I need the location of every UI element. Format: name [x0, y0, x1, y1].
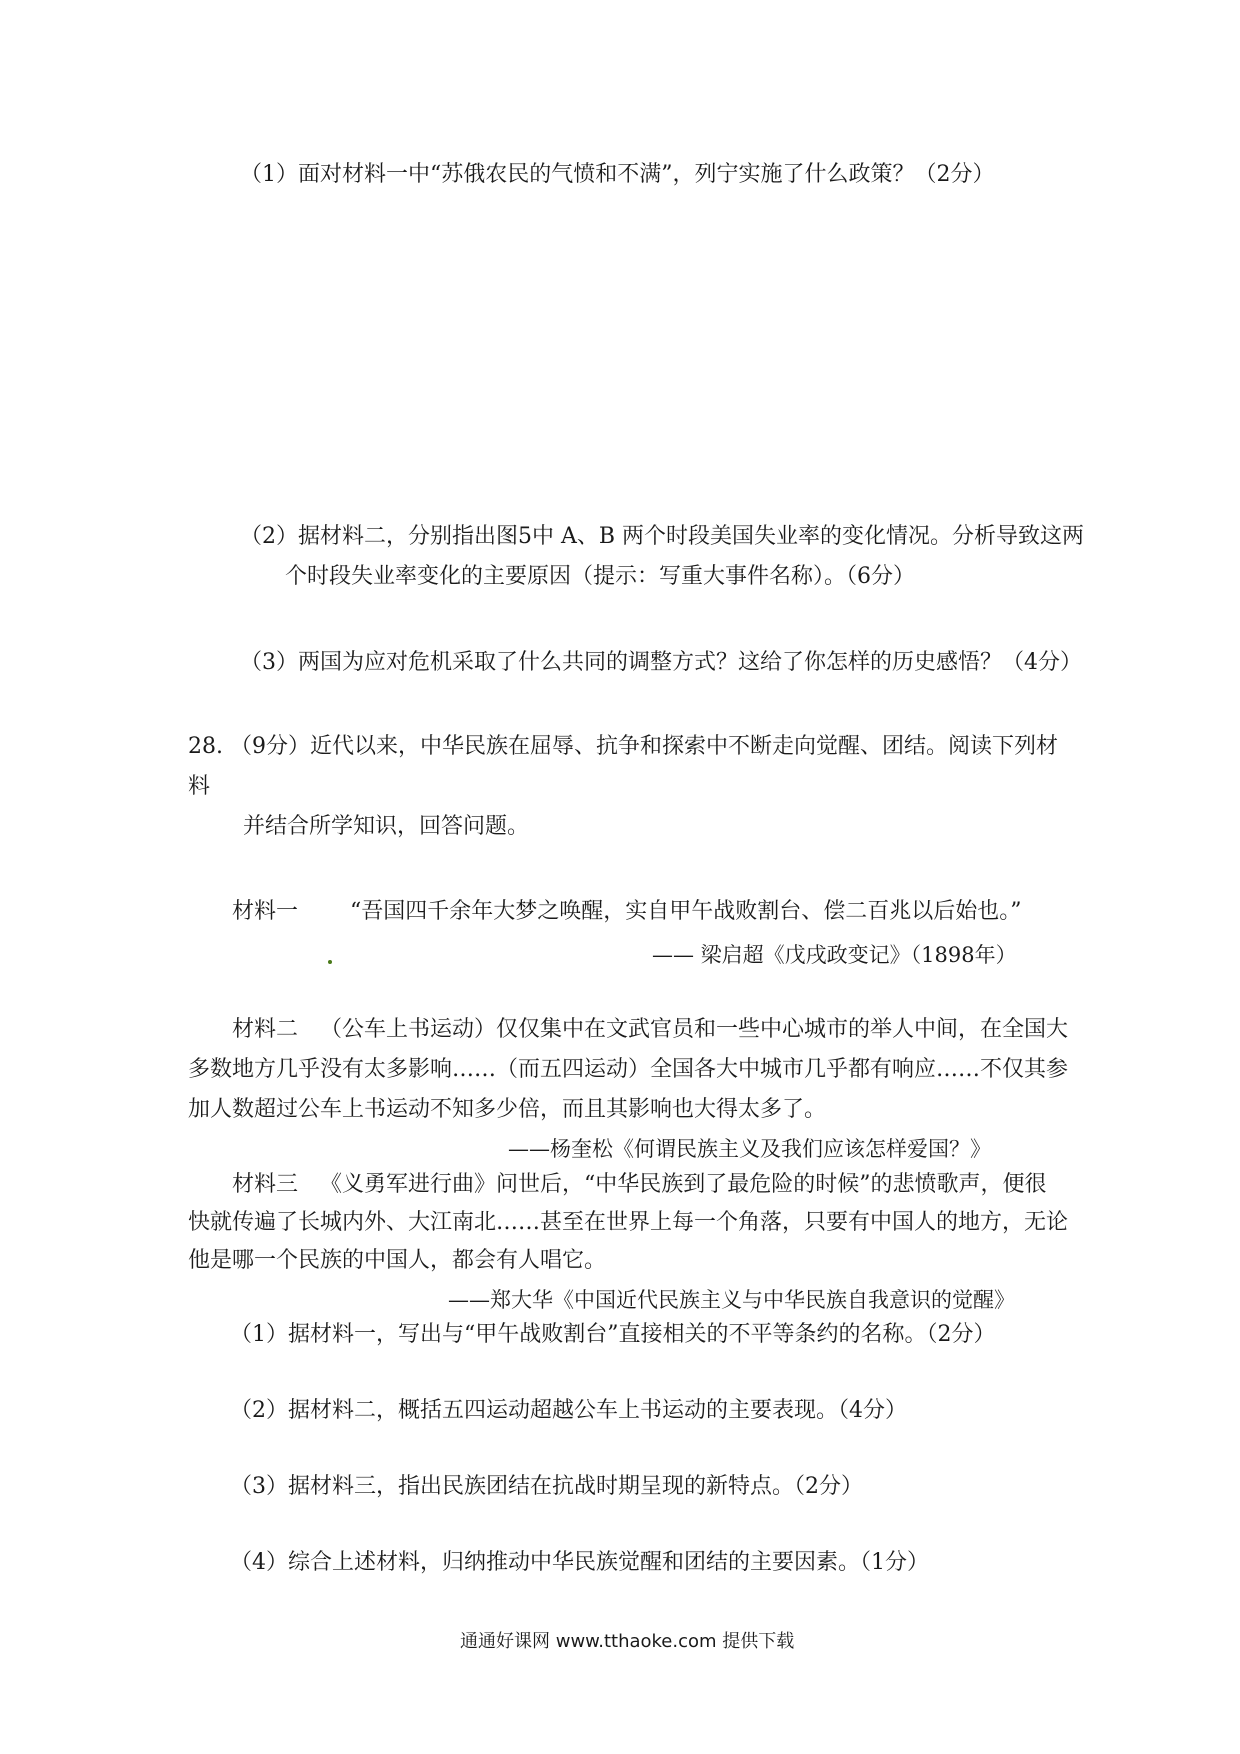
q28-stem-line2: 料: [188, 774, 211, 799]
material-3-line1: [232, 1170, 1047, 1200]
material-3-source: ——郑大华《中国近代民族主义与中华民族自我意识的觉醒》: [448, 1288, 1015, 1312]
q28-subquestion-3: （3）据材料三，指出民族团结在抗战时期呈现的新特点。（2分）: [230, 1474, 863, 1499]
material-1-source: —— 梁启超《戊戌政变记》（1898年）: [652, 943, 1017, 967]
material-2-text-1: （公车上书运动）仅仅集中在文武官员和一些中心城市的举人中间，在全国大: [320, 1017, 1069, 1042]
material-2-source: ——杨奎松《何谓民族主义及我们应该怎样爱国？》: [508, 1137, 991, 1161]
material-1-text: “吾国四千余年大梦之唤醒，实自甲午战败割台、偿二百兆以后始也。”: [350, 899, 1022, 924]
q28-subquestion-2: （2）据材料二，概括五四运动超越公车上书运动的主要表现。（4分）: [230, 1398, 907, 1423]
material-3-line3: 他是哪一个民族的中国人，都会有人唱它。: [188, 1248, 607, 1273]
page-footer: 通通好课网 www.tthaoke.com 提供下载: [460, 1631, 795, 1652]
q28-subquestion-1: （1）据材料一，写出与“甲午战败割台”直接相关的不平等条约的名称。（2分）: [230, 1322, 996, 1347]
material-2-line1: [232, 1015, 1068, 1045]
q27-subquestion-3: （3）两国为应对危机采取了什么共同的调整方式？这给了你怎样的历史感悟？（4分）: [240, 650, 1082, 675]
material-1-label: 材料一: [232, 899, 299, 924]
q28-stem-line1: 28. （9分）近代以来，中华民族在屈辱、抗争和探索中不断走向觉醒、团结。阅读下列材: [188, 734, 1058, 759]
material-2-line3: 加人数超过公车上书运动不知多少倍，而且其影响也大得太多了。: [188, 1097, 827, 1122]
material-1: [232, 897, 1022, 927]
q27-subquestion-2-line2: 个时段失业率变化的主要原因（提示：写重大事件名称）。（6分）: [285, 564, 915, 589]
material-3-label: 材料三: [232, 1172, 299, 1197]
material-2-label: 材料二: [232, 1017, 299, 1042]
q28-subquestion-4: （4）综合上述材料，归纳推动中华民族觉醒和团结的主要因素。（1分）: [230, 1550, 929, 1575]
material-3-text-1: 《义勇军进行曲》问世后，“中华民族到了最危险的时候”的悲愤歌声，便很: [320, 1172, 1047, 1197]
q27-subquestion-1: （1）面对材料一中“苏俄农民的气愤和不满”，列宁实施了什么政策？（2分）: [240, 162, 995, 187]
q27-subquestion-2-line1: （2）据材料二，分别指出图5中 A、B 两个时段美国失业率的变化情况。分析导致这两: [240, 524, 1085, 549]
material-3-line2: 快就传遍了长城内外、大江南北……甚至在世界上每一个角落，只要有中国人的地方，无论: [188, 1210, 1069, 1235]
material-2-line2: 多数地方几乎没有太多影响……（而五四运动）全国各大中城市几乎都有响应……不仅其参: [188, 1057, 1069, 1082]
q28-stem-line3: 并结合所学知识，回答问题。: [243, 814, 530, 839]
scan-speck: [328, 960, 332, 964]
